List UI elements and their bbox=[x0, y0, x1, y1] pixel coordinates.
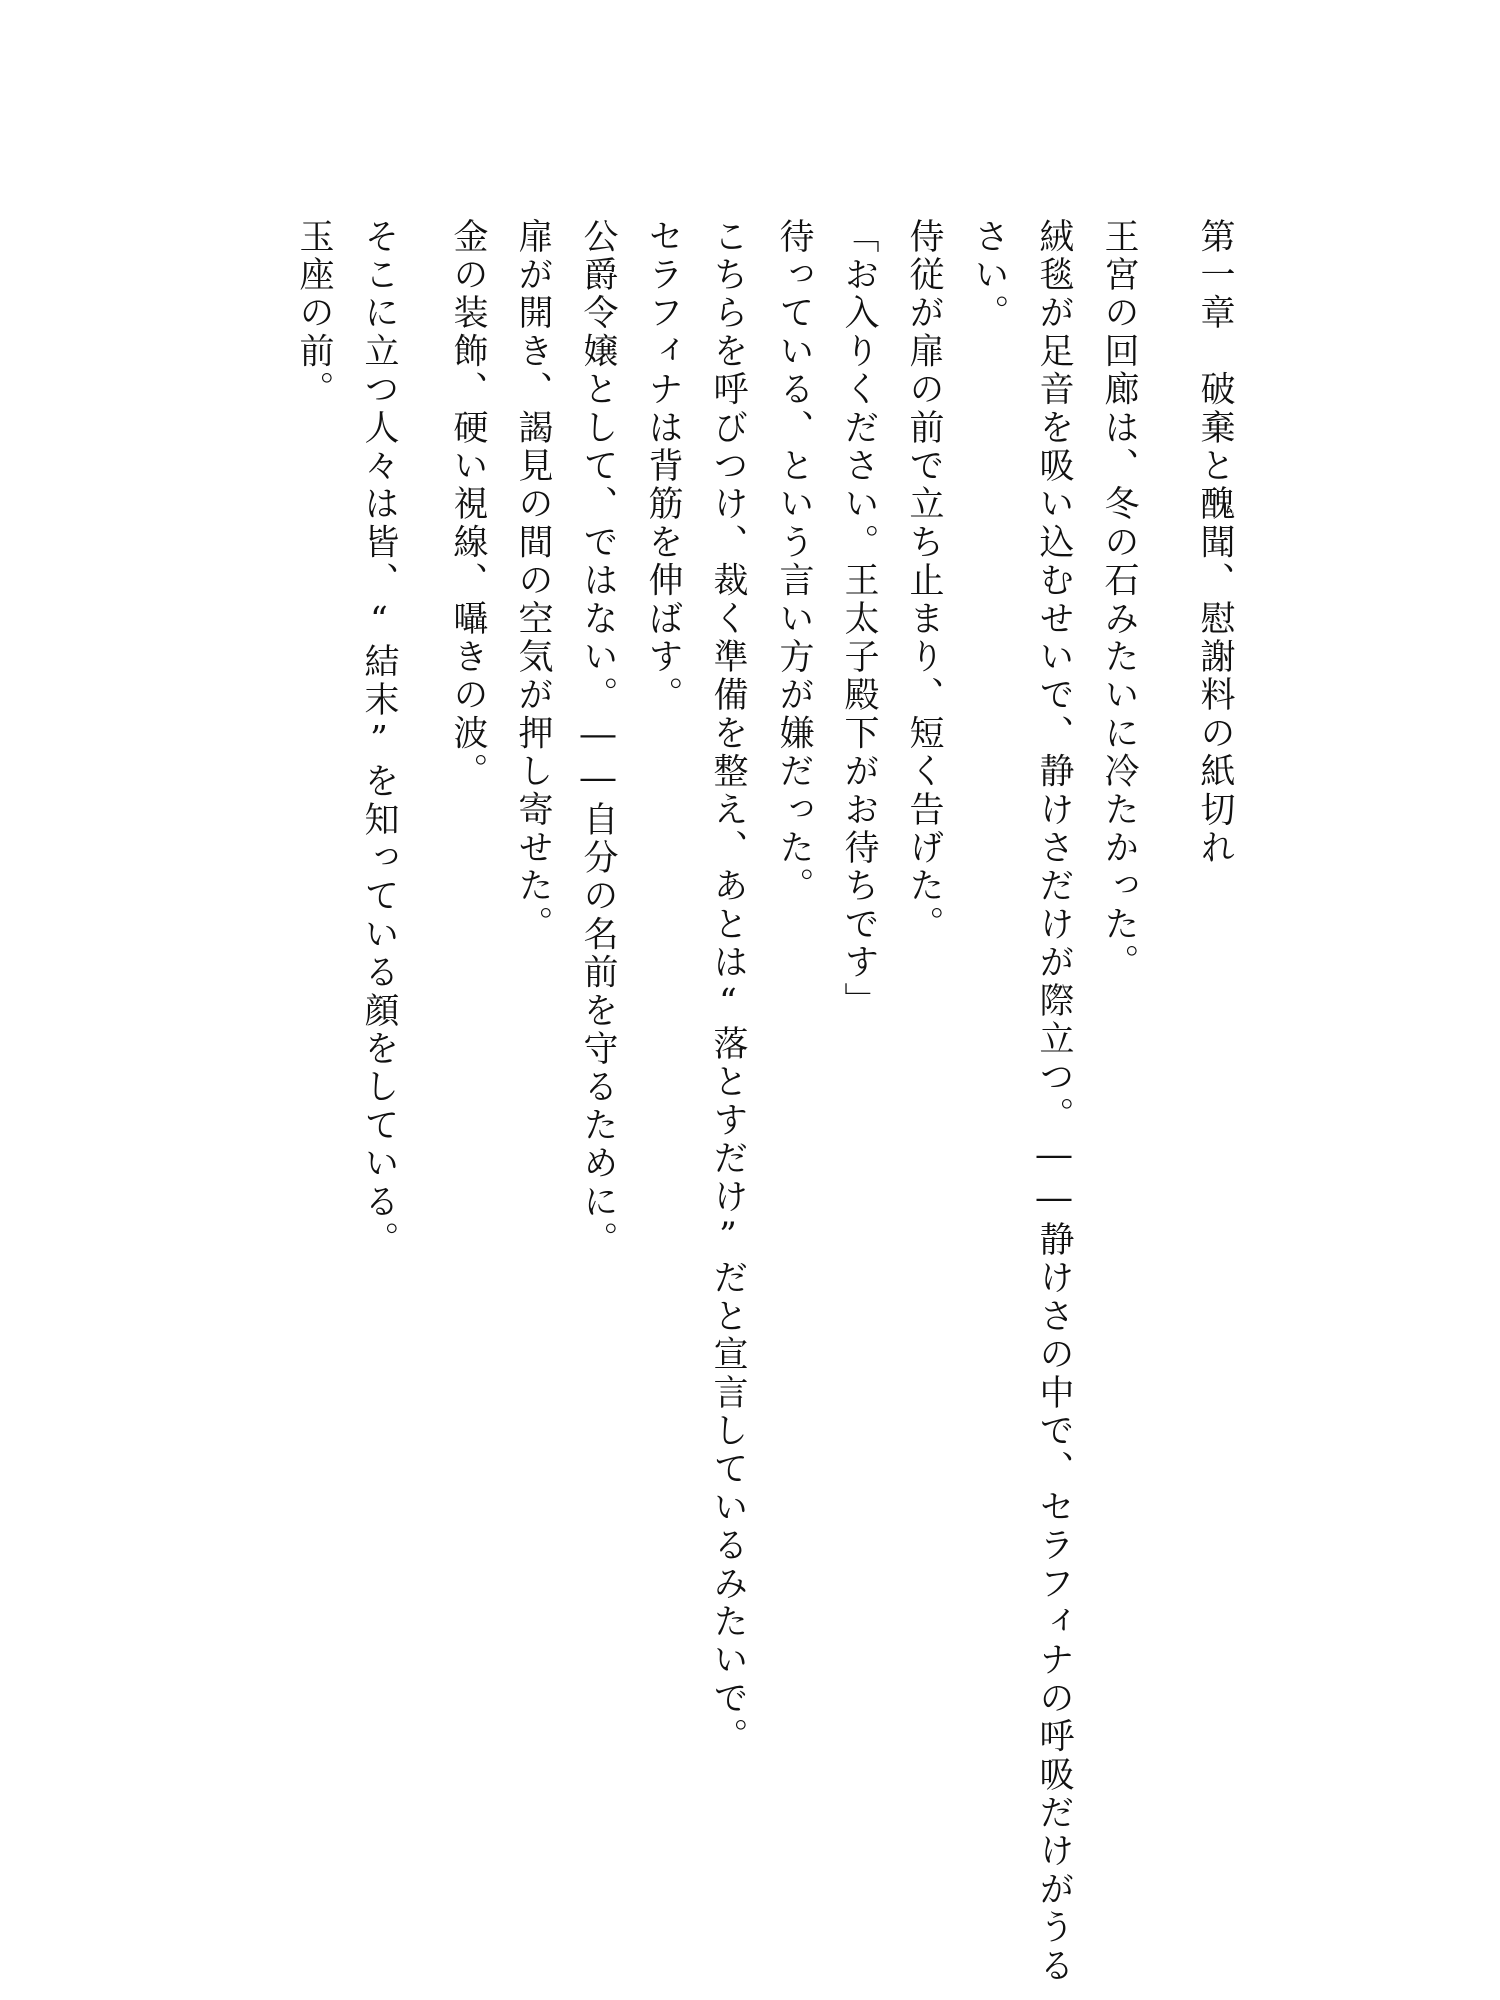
text-line: 公爵令嬢として、ではない。――自分の名前を守るために。 bbox=[578, 218, 618, 1260]
text-line: 玉座の前。 bbox=[294, 218, 334, 409]
text-line: 王宮の回廊は、冬の石みたいに冷たかった。 bbox=[1099, 218, 1139, 982]
text-line: 「お入りください。王太子殿下がお待ちです」 bbox=[839, 218, 879, 1021]
text-line: 侍従が扉の前で立ち止まり、短く告げた。 bbox=[904, 218, 944, 944]
text-line: セラフィナは背筋を伸ばす。 bbox=[643, 218, 683, 715]
text-line: そこに立つ人々は皆、“結末”を知っている顔をしている。 bbox=[359, 218, 399, 1260]
text-line: 絨毯が足音を吸い込むせいで、静けさだけが際立つ。――静けさの中で、セラフィナの呼吸だけがうる bbox=[1034, 218, 1074, 1986]
text-line: 扉が開き、謁見の間の空気が押し寄せた。 bbox=[513, 218, 553, 944]
text-line: さい。 bbox=[969, 218, 1009, 333]
chapter-title: 第一章 破棄と醜聞、慰謝料の紙切れ bbox=[1195, 218, 1235, 868]
text-line: こちらを呼びつけ、裁く準備を整え、あとは“落とすだけ”だと宣言しているみたいで。 bbox=[708, 218, 748, 1756]
text-line: 金の装飾、硬い視線、囁きの波。 bbox=[448, 218, 488, 791]
text-line: 待っている、という言い方が嫌だった。 bbox=[774, 218, 814, 906]
